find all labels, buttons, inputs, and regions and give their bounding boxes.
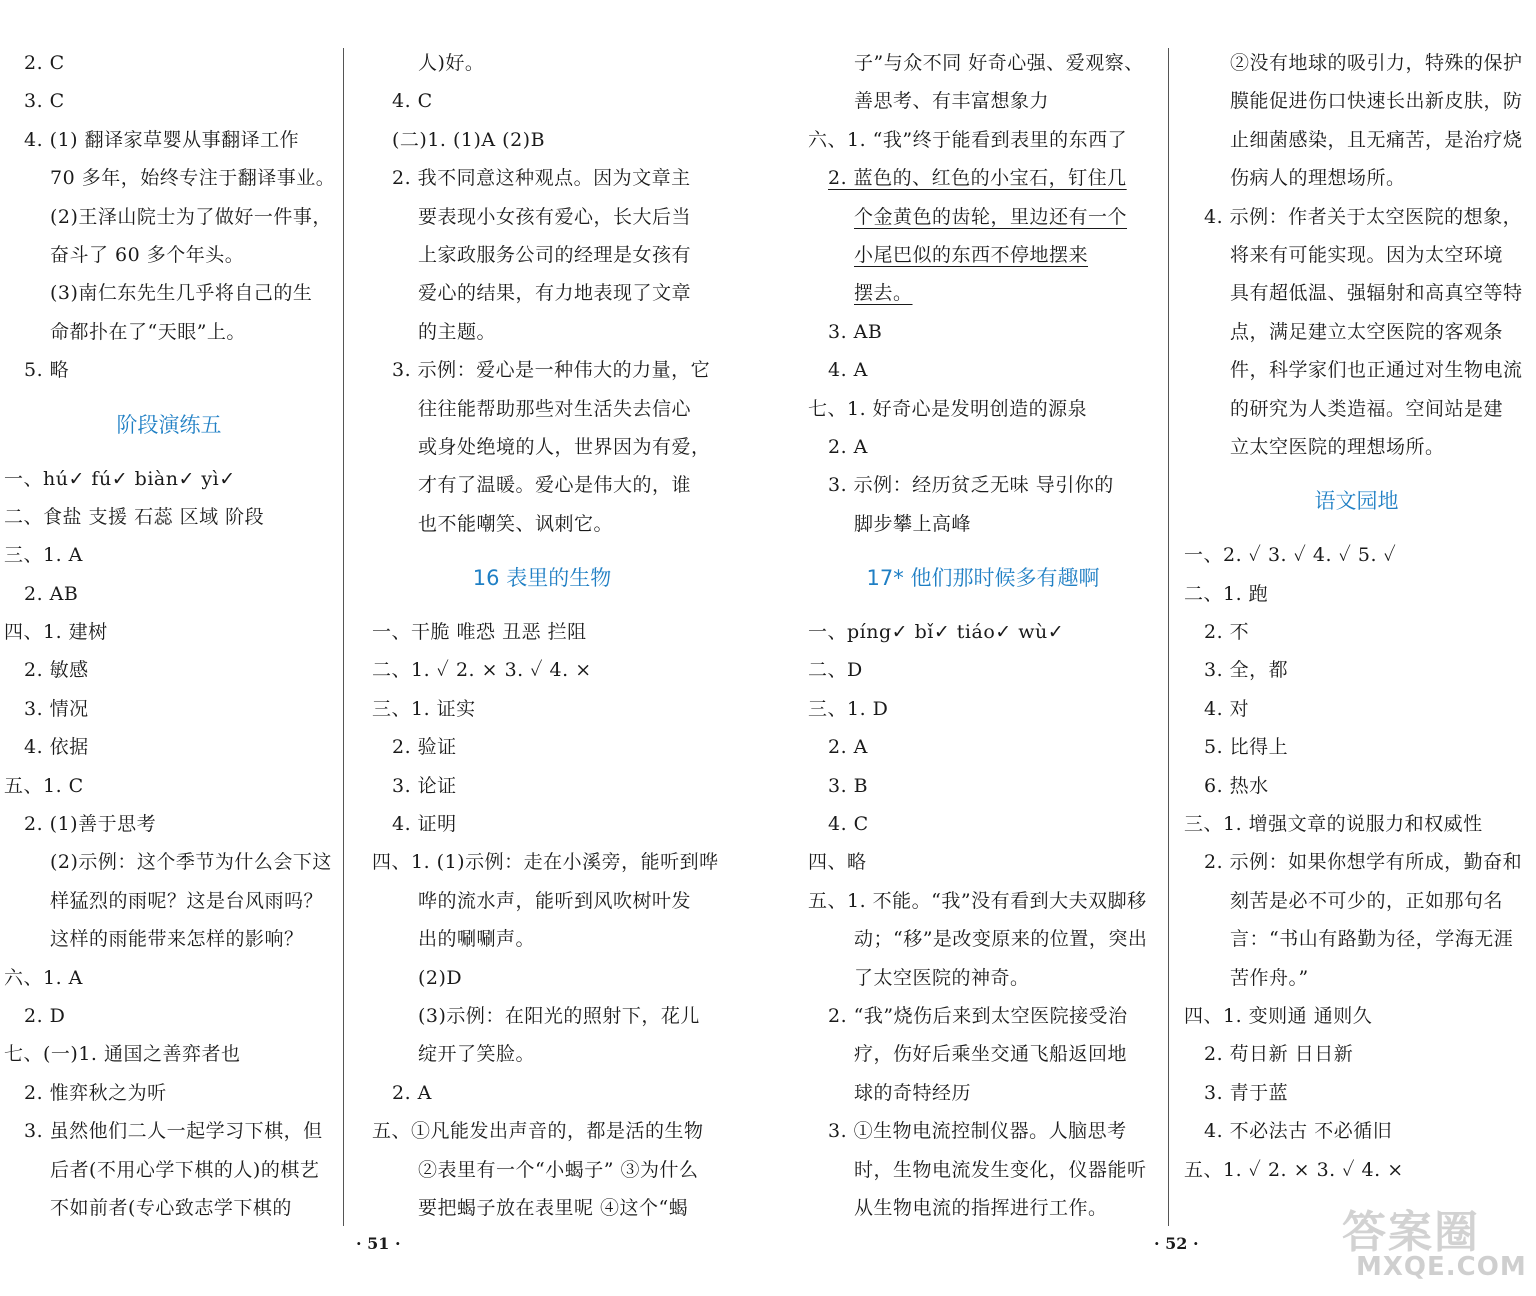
answer-line: 才有了温暖。爱心是伟大的，谁: [418, 474, 692, 497]
answer-line-underlined: 个金黄色的齿轮，里边还有一个: [854, 205, 1128, 228]
answer-line: 2. (1)善于思考: [24, 813, 157, 836]
answer-line: 2. 不: [1204, 621, 1250, 644]
answer-line: 往往能帮助那些对生活失去信心: [418, 397, 692, 420]
answer-line: 2. 我不同意这种观点。因为文章主: [392, 167, 691, 190]
column-4: [1184, 44, 1529, 1189]
answer-line: 五、1. C: [4, 774, 84, 797]
answer-line: 苦作舟。”: [1230, 966, 1309, 989]
answer-line: (2)D: [418, 966, 463, 989]
column-3: [808, 44, 1158, 1227]
section-heading: 17* 他们那时候多有趣啊: [866, 566, 1100, 591]
answer-line: 五、1. 不能。“我”没有看到大夫双脚移: [808, 889, 1147, 912]
answer-line: 三、1. A: [4, 544, 83, 567]
answer-line: 6. 热水: [1204, 774, 1269, 797]
answer-line: 2. 敏感: [24, 659, 89, 682]
answer-line: 4. C: [828, 813, 869, 836]
answer-line: 2. 苟日新 日日新: [1204, 1043, 1354, 1066]
answer-line: (二)1. (1)A (2)B: [392, 128, 546, 151]
answer-line: 要把蝎子放在表里呢 ④这个“蝎: [418, 1196, 689, 1219]
answer-line: 4. (1) 翻译家草婴从事翻译工作: [24, 128, 300, 151]
answer-line: 四、1. 变则通 通则久: [1184, 1004, 1373, 1027]
answer-line: 善思考、有丰富想象力: [854, 90, 1050, 113]
answer-line: 2. “我”烧伤后来到太空医院接受治: [828, 1004, 1128, 1027]
answer-line: ②没有地球的吸引力，特殊的保护: [1230, 52, 1523, 74]
answer-line: 3. AB: [828, 320, 883, 343]
answer-line: 这样的雨能带来怎样的影响？: [50, 928, 304, 951]
answer-line: 伤病人的理想场所。: [1230, 167, 1406, 190]
watermark-text: 答案圈: [1342, 1207, 1480, 1258]
answer-line: 2. C: [24, 52, 65, 74]
answer-line: 二、1. 跑: [1184, 582, 1269, 605]
answer-line: 绽开了笑脸。: [418, 1043, 536, 1066]
answer-line: 件，科学家们也正通过对生物电流: [1230, 359, 1523, 382]
answer-line: 3. 全，都: [1204, 659, 1289, 682]
answer-line: 了太空医院的神奇。: [854, 966, 1030, 989]
answer-line: 4. A: [828, 359, 868, 382]
answer-line: 六、1. A: [4, 966, 83, 989]
answer-line: 一、干脆 唯恐 丑恶 拦阻: [372, 621, 587, 644]
answer-line: 奋斗了 60 多个年头。: [50, 243, 245, 266]
answer-line: 要表现小女孩有爱心，长大后当: [418, 205, 692, 228]
answer-line: 4. 对: [1204, 697, 1250, 720]
answer-line: 时，生物电流发生变化，仪器能听: [854, 1158, 1147, 1181]
answer-line: 止细菌感染，且无痛苦，是治疗烧: [1230, 128, 1523, 151]
answer-line: 不如前者(专心致志学下棋的: [50, 1196, 292, 1219]
column-divider: [343, 48, 344, 1226]
answer-line: 上家政服务公司的经理是女孩有: [418, 243, 692, 266]
answer-line: 人)好。: [418, 52, 485, 74]
answer-line: 点，满足建立太空医院的客观条: [1230, 320, 1504, 343]
answer-line: 3. 示例：爱心是一种伟大的力量，它: [392, 359, 711, 382]
answer-line: 2. A: [392, 1081, 432, 1104]
answer-line: 二、D: [808, 659, 863, 682]
answer-line: 球的奇特经历: [854, 1081, 972, 1104]
answer-line: 出的唰唰声。: [418, 928, 536, 951]
answer-line: 五、1. ✓ 2. × 3. ✓ 4. ×: [1184, 1158, 1404, 1181]
answer-line: 动；“移”是改变原来的位置，突出: [854, 928, 1148, 951]
answer-line: 子”与众不同 好奇心强、爱观察、: [854, 52, 1144, 74]
answer-line: 4. 证明: [392, 813, 457, 836]
answer-line: 2. D: [24, 1004, 66, 1027]
column-2: [372, 44, 719, 1227]
answer-line: 2. 示例：如果你想学有所成，勤奋和: [1204, 851, 1523, 874]
answer-line: 具有超低温、强辐射和高真空等特: [1230, 282, 1523, 305]
answer-line: 五、①凡能发出声音的，都是活的生物: [372, 1120, 704, 1143]
answer-line-underlined: 小尾巴似的东西不停地摆来: [854, 243, 1089, 266]
answer-line: 2. A: [828, 435, 868, 458]
answer-line: 四、1. (1)示例：走在小溪旁，能听到哗: [372, 851, 719, 874]
section-heading: 阶段演练五: [116, 412, 222, 437]
answer-line: (2)王泽山院士为了做好一件事，: [50, 205, 332, 228]
answer-line: 脚步攀上高峰: [854, 512, 972, 535]
answer-line: 4. 依据: [24, 736, 89, 759]
answer-line: 将来有可能实现。因为太空环境: [1230, 243, 1504, 266]
answer-line: 的研究为人类造福。空间站是建: [1230, 397, 1504, 420]
answer-line: 2. 验证: [392, 736, 457, 759]
section-heading: 语文园地: [1314, 489, 1399, 514]
answer-line: 一、hú✓ fú✓ biàn✓ yì✓: [4, 467, 236, 490]
answer-line: 七、(一)1. 通国之善弈者也: [4, 1043, 241, 1066]
answer-line: 2. A: [828, 736, 868, 759]
section-heading: 16 表里的生物: [472, 566, 612, 591]
answer-line: 3. B: [828, 774, 869, 797]
answer-line: 二、食盐 支援 石蕊 区域 阶段: [4, 505, 265, 528]
answer-line: 言：“书山有路勤为径，学海无涯: [1230, 928, 1514, 951]
answer-line: 也不能嘲笑、讽刺它。: [418, 512, 614, 535]
answer-line: 二、1. ✓ 2. × 3. ✓ 4. ×: [372, 659, 592, 682]
answer-line: 四、略: [808, 851, 867, 874]
answer-line: 刻苦是必不可少的，正如那句名: [1230, 889, 1504, 912]
answer-line: 3. C: [24, 90, 65, 113]
answer-line: 立太空医院的理想场所。: [1230, 435, 1445, 458]
answer-line: ②表里有一个“小蝎子” ③为什么: [418, 1158, 699, 1181]
answer-line: 2. 惟弈秋之为听: [24, 1081, 167, 1104]
answer-line: (3)南仁东先生几乎将自己的生: [50, 282, 313, 305]
answer-line: 命都扑在了“天眼”上。: [50, 320, 246, 343]
answer-line: 从生物电流的指挥进行工作。: [854, 1196, 1108, 1219]
watermark-logo: [1338, 1194, 1528, 1290]
answer-line: 一、píng✓ bǐ✓ tiáo✓ wù✓: [808, 621, 1065, 644]
answer-line: 三、1. 证实: [372, 697, 476, 720]
answer-line: 的主题。: [418, 320, 497, 343]
answer-line: 样猛烈的雨呢？这是台风雨吗？: [50, 889, 324, 912]
answer-line-underlined: 摆去。: [854, 282, 913, 305]
answer-line: 4. C: [392, 90, 433, 113]
answer-line: 2. AB: [24, 582, 79, 605]
column-1: [4, 44, 334, 1227]
answer-line: 六、1. “我”终于能看到表里的东西了: [808, 128, 1128, 151]
answer-line: (2)示例：这个季节为什么会下这: [50, 851, 332, 874]
answer-line: 四、1. 建树: [4, 621, 108, 644]
answer-line: 后者(不用心学下棋的人)的棋艺: [50, 1158, 320, 1181]
answer-line: 70 多年，始终专注于翻译事业。: [50, 167, 336, 190]
column-divider: [1168, 48, 1169, 1226]
answer-line: 七、1. 好奇心是发明创造的源泉: [808, 397, 1088, 420]
watermark-url: MXQE.COM: [1356, 1252, 1527, 1282]
page-number-right: · 52 ·: [1154, 1234, 1199, 1253]
answer-line: 3. 论证: [392, 774, 457, 797]
answer-line: 3. 青于蓝: [1204, 1081, 1289, 1104]
answer-line: 或身处绝境的人，世界因为有爱，: [418, 435, 711, 458]
answer-line: 哗的流水声，能听到风吹树叶发: [418, 889, 692, 912]
answer-line: 4. 示例：作者关于太空医院的想象，: [1204, 205, 1523, 228]
answer-line: 4. 不必法古 不必循旧: [1204, 1120, 1393, 1143]
answer-line: 3. 虽然他们二人一起学习下棋，但: [24, 1120, 323, 1143]
answer-line: (3)示例：在阳光的照射下，花儿: [418, 1004, 700, 1027]
answer-line: 三、1. D: [808, 697, 889, 720]
answer-line: 一、2. ✓ 3. ✓ 4. ✓ 5. ✓: [1184, 544, 1397, 567]
answer-line: 膜能促进伤口快速长出新皮肤，防: [1230, 90, 1523, 113]
answer-line: 爱心的结果，有力地表现了文章: [418, 282, 692, 305]
page-number-left: · 51 ·: [356, 1234, 401, 1253]
answer-line: 3. 情况: [24, 697, 89, 720]
answer-line-underlined: 2. 蓝色的、红色的小宝石，钉住几: [828, 167, 1127, 190]
answer-line: 5. 比得上: [1204, 736, 1289, 759]
answer-line: 5. 略: [24, 359, 70, 382]
answer-line: 疗，伤好后乘坐交通飞船返回地: [854, 1043, 1128, 1066]
answer-line: 3. ①生物电流控制仪器。人脑思考: [828, 1120, 1127, 1143]
answer-line: 3. 示例：经历贫乏无味 导引你的: [828, 474, 1114, 497]
answer-line: 三、1. 增强文章的说服力和权威性: [1184, 813, 1483, 836]
